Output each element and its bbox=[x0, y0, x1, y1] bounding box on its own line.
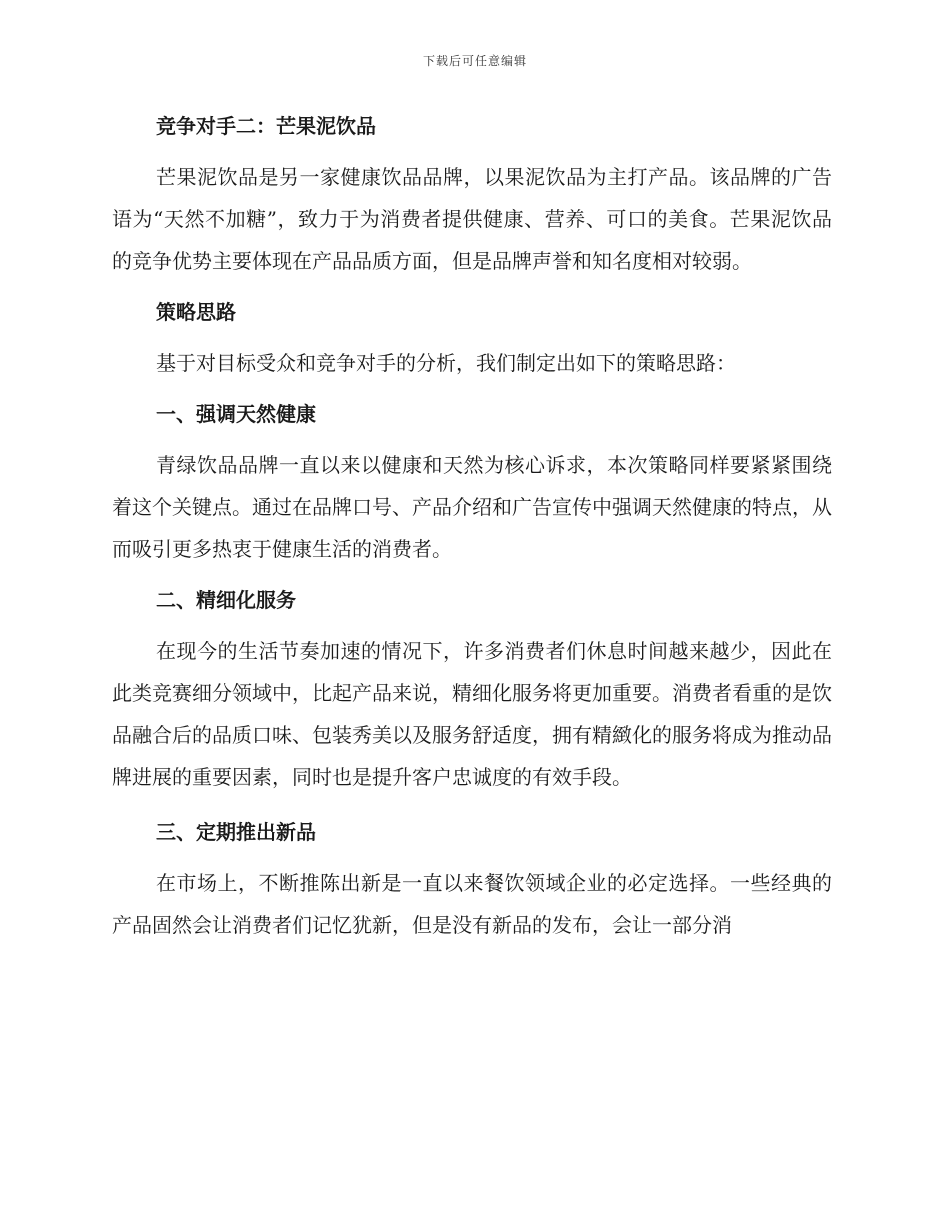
section-heading-strategy: 策略思路 bbox=[156, 300, 236, 324]
section-heading-new-products: 三、定期推出新品 bbox=[156, 820, 316, 844]
paragraph-competitor-two: 芒果泥饮品是另一家健康饮品品牌，以果泥饮品为主打产品。该品牌的广告语为“天然不加糖”，致力于为消费者提供健康、营养、可口的美食。芒果泥饮品的竞争优势主要体现在产品品质方面，但是品牌声誉和知名度相对较弱。 bbox=[112, 165, 832, 273]
paragraph-refined-service: 在现今的生活节奏加速的情况下，许多消费者们休息时间越来越少，因此在此类竞赛细分领域中，比起产品来说，精细化服务将更加重要。消费者看重的是饮品融合后的品质口味、包装秀美以及服务舒适度，拥有精緻化的服务将成为推动品牌进展的重要因素，同时也是提升客户忠诚度的有效手段。 bbox=[112, 639, 832, 789]
page-header: 下载后可任意编辑 bbox=[422, 54, 527, 68]
section-heading-refined-service: 二、精细化服务 bbox=[156, 588, 296, 612]
section-heading-competitor-two: 竞争对手二：芒果泥饮品 bbox=[156, 114, 376, 138]
paragraph-new-products: 在市场上，不断推陈出新是一直以来餐饮领域企业的必定选择。一些经典的产品固然会让消费者们记忆犹新，但是没有新品的发布，会让一部分消 bbox=[112, 871, 832, 937]
document-body bbox=[112, 108, 832, 946]
section-heading-natural-health: 一、强调天然健康 bbox=[156, 402, 316, 426]
paragraph-natural-health: 青绿饮品品牌一直以来以健康和天然为核心诉求，本次策略同样要紧紧围绕着这个关键点。通过在品牌口号、产品介绍和广告宣传中强调天然健康的特点，从而吸引更多热衷于健康生活的消费者。 bbox=[112, 453, 832, 561]
paragraph-strategy-intro: 基于对目标受众和竞争对手的分析，我们制定出如下的策略思路： bbox=[156, 351, 736, 375]
